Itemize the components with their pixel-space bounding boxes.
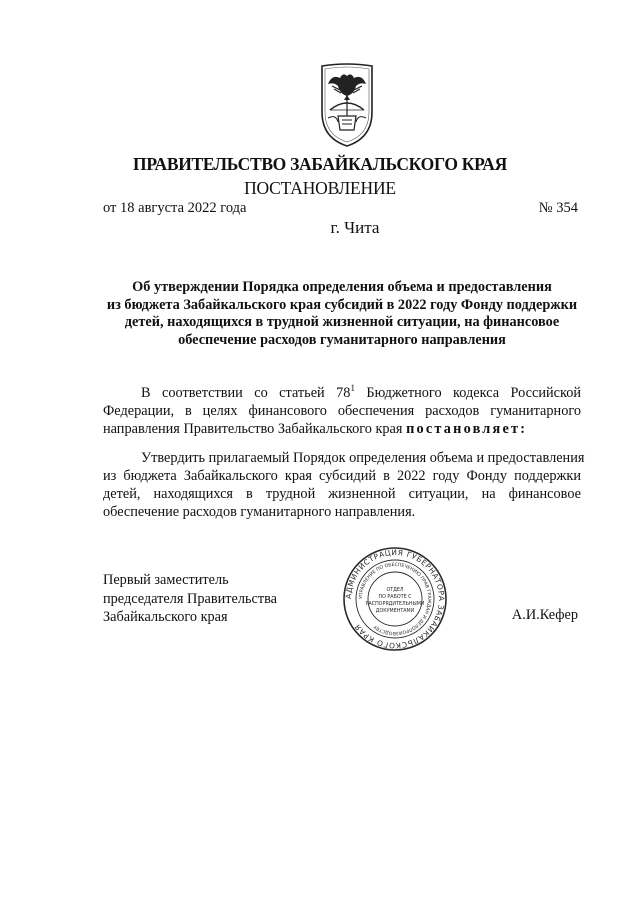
- official-stamp: [342, 546, 448, 652]
- text-fragment: Бюджетного кодекса Российской: [354, 385, 581, 401]
- paragraph-line: обеспечение расходов гуманитарного направления.: [103, 504, 416, 520]
- document-type: ПОСТАНОВЛЕНИЕ: [244, 178, 396, 198]
- heading-line: обеспечение расходов гуманитарного направления: [178, 331, 506, 348]
- text-fragment: Утвердить прилагаемый Порядок определения объема и предоставления: [141, 450, 585, 466]
- superscript: 1: [350, 383, 355, 394]
- signer-title-line: Забайкальского края: [103, 609, 228, 625]
- paragraph-line: из бюджета Забайкальского края субсидий в 2022 году Фонду поддержки: [103, 468, 581, 484]
- document-heading: [102, 279, 582, 349]
- heading-line: Об утверждении Порядка определения объема и предоставления: [132, 279, 552, 295]
- signer-name: А.И.Кефер: [511, 607, 578, 623]
- text-fragment: В соответствии со статьей 78: [141, 385, 351, 401]
- resolution-paragraph: [103, 449, 585, 521]
- document-date: от 18 августа 2022 года: [103, 200, 247, 216]
- paragraph-line: детей, находящихся в трудной жизненной ситуации, на финансовое: [103, 486, 581, 502]
- heading-line: детей, находящихся в трудной жизненной ситуации, на финансовое: [124, 314, 560, 330]
- stamp-inner-text: УПРАВЛЕНИЕ ПО ОБЕСПЕЧЕНИЮ ПРАВ ГРАЖДАН И ДЕЛОПРОИЗВОДСТВУ: [358, 562, 432, 636]
- stamp-center-line: РАСПОРЯДИТЕЛЬНЫМИ: [365, 602, 425, 607]
- resolves-word: постановляет:: [406, 421, 528, 437]
- preamble-paragraph: [103, 384, 581, 438]
- government-name: ПРАВИТЕЛЬСТВО ЗАБАЙКАЛЬСКОГО КРАЯ: [133, 154, 507, 174]
- city: г. Чита: [330, 218, 380, 237]
- stamp-center-line: ОТДЕЛ: [386, 588, 404, 593]
- stamp-center-line: ПО РАБОТЕ С: [378, 595, 412, 600]
- paragraph-line: [103, 384, 581, 402]
- coat-of-arms-icon: [318, 60, 376, 150]
- signer-title-line: председателя Правительства: [103, 590, 278, 607]
- paragraph-line: [103, 449, 585, 467]
- text-fragment: направления Правительство Забайкальского края: [103, 421, 407, 437]
- paragraph-line: [103, 420, 581, 438]
- stamp-outer-text: АДМИНИСТРАЦИЯ ГУБЕРНАТОРА ЗАБАЙКАЛЬСКОГО КРАЯ: [343, 547, 447, 651]
- paragraph-line: Федерации, в целях финансового обеспечения расходов гуманитарного: [103, 403, 581, 419]
- heading-line: из бюджета Забайкальского края субсидий в 2022 году Фонду поддержки: [106, 296, 578, 313]
- signer-title: [103, 571, 277, 627]
- document-number: № 354: [538, 200, 578, 216]
- signer-title-line: Первый заместитель: [103, 572, 229, 588]
- stamp-center-line: ДОКУМЕНТАМИ: [375, 609, 415, 614]
